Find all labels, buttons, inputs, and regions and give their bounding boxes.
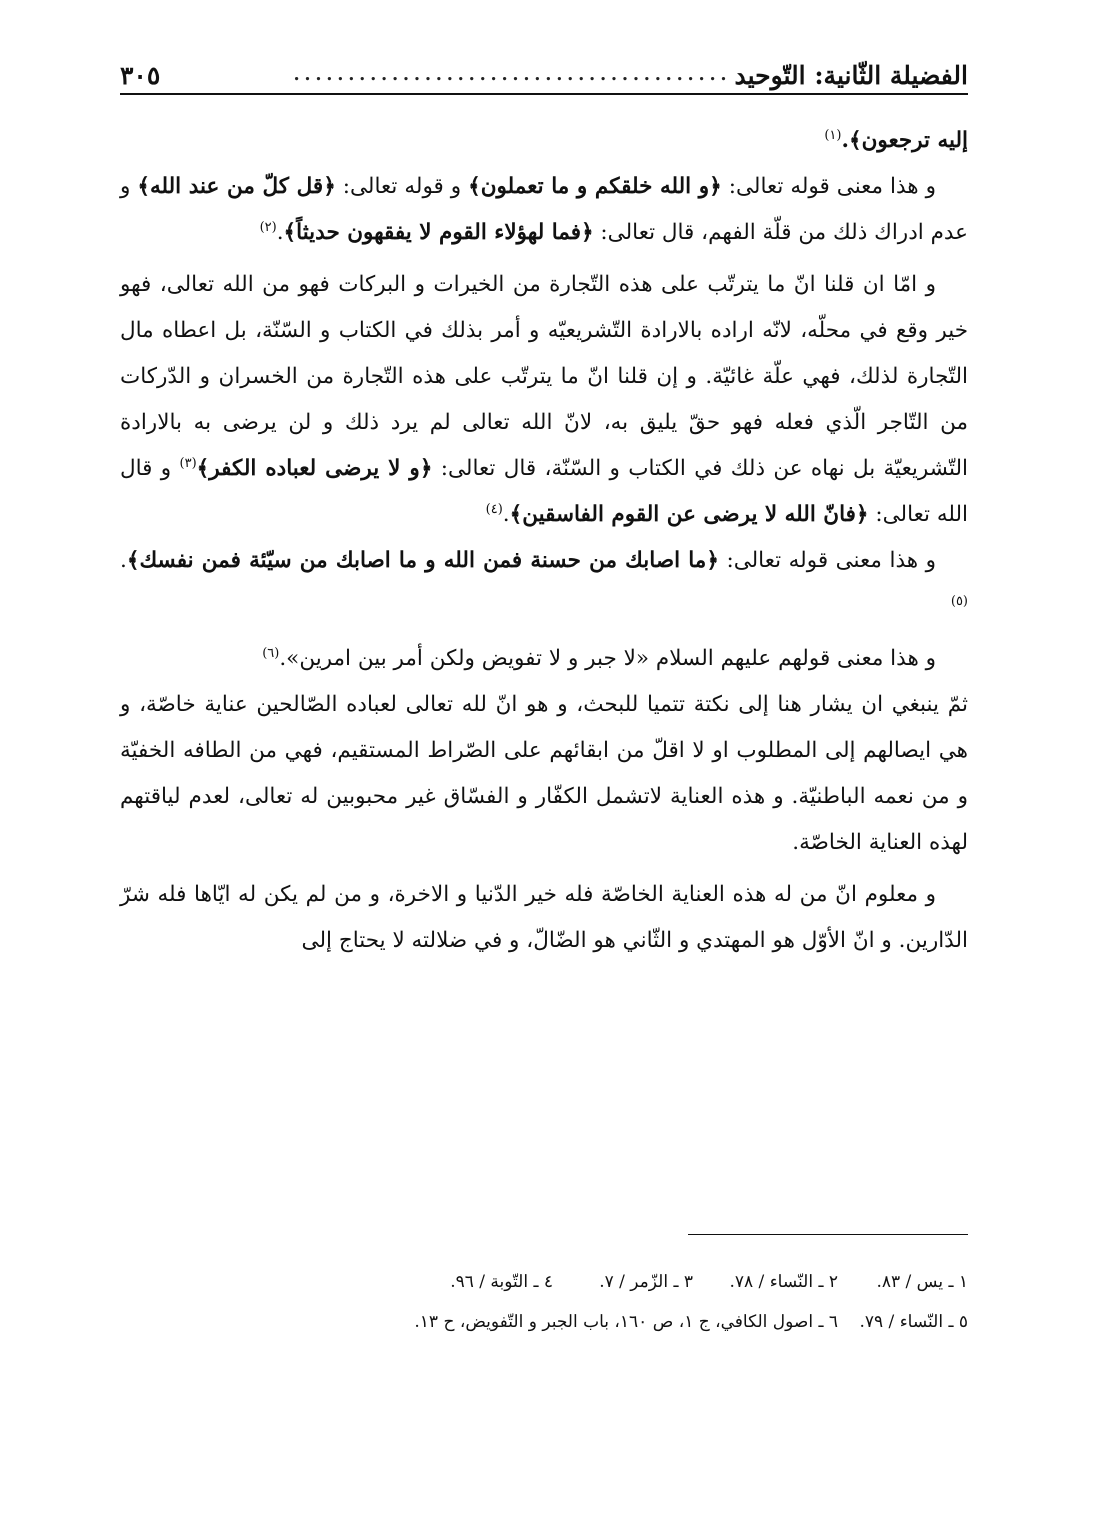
- text-run: و هذا معنى قوله تعالى:: [721, 174, 936, 199]
- paragraph-7: [120, 872, 968, 964]
- footnote-row: [120, 1302, 968, 1342]
- quran-verse: ﴿ما اصابك من حسنة فمن الله و ما اصابك من سيّئة فمن نفسك﴾: [126, 548, 719, 573]
- footnote-row: [120, 1262, 968, 1302]
- text-run: و امّا ان قلنا انّ ما يترتّب على هذه التّجارة من الخيرات و البركات فهو من الله تعالى، فهو خير وقع في محلّه، لانّه اراده بالارادة التّشريعيّه و أمر بذلك في الكتاب و السّنّة، بل اعطاه مال التّجارة لذلك، فهي علّة غائيّة. و إن قلنا انّ ما يترتّب على هذه التّجارة من الخسران و الدّركات من التّاجر الّذي فعله فهو حقّ يليق به، لانّ الله تعالى لم يرد ذلك و لن يرضى به بالارادة التّشريعيّة بل نهاه عن ذلك في الكتاب و السّنّة، قال تعالى:: [120, 272, 968, 481]
- quran-verse: ﴿فانّ الله لا يرضى عن القوم الفاسقين﴾: [509, 502, 869, 527]
- paragraph-6: [120, 682, 968, 866]
- text-run: و عدم ادراك ذلك من قلّة الفهم، قال تعالى:: [120, 174, 968, 245]
- text-run: ثمّ ينبغي ان يشار هنا إلى نكتة تتميا للبحث، و هو انّ لله تعالى لعباده الصّالحين عناية خاصّة، و هي ايصالهم إلى المطلوب او لا اقلّ من ابقائهم على الصّراط المستقيم، فهي من الطافه الخفيّة و من نعمه الباطنيّة. و هذه العناية لاتشمل الكفّار و الفسّاق غير محبوبين له تعالى، لعدم لياقتهم لهذه العناية الخاصّة.: [120, 692, 968, 855]
- text-run: .: [120, 548, 127, 573]
- footnote-2: ٢ ـ النّساء / ٧٨.: [729, 1272, 838, 1292]
- footnote-1: ١ ـ يس / ٨٣.: [876, 1272, 968, 1292]
- paragraph-3: [120, 262, 968, 538]
- running-header: [120, 40, 968, 90]
- text-run: و هذا معنى قوله تعالى:: [718, 548, 937, 573]
- main-text: [120, 118, 968, 964]
- text-run: .: [276, 220, 284, 245]
- footnote-3: ٣ ـ الزّمر / ٧.: [599, 1272, 693, 1292]
- footnote-4: ٤ ـ التّوبة / ٩٦.: [450, 1272, 553, 1292]
- footnote-ref: (٣): [179, 455, 197, 471]
- verse-bracket: ﴾.: [841, 128, 862, 153]
- footnote-ref: (١): [824, 127, 842, 143]
- footnote-ref: (٤): [485, 501, 503, 517]
- chapter-title: الفضيلة الثّانية: التّوحيد: [734, 61, 968, 90]
- quran-verse: ﴿فما لهؤلاء القوم لا يفقهون حديثاً﴾: [283, 220, 594, 245]
- paragraph-5: [120, 636, 968, 682]
- text-run: .: [502, 502, 510, 527]
- footnote-ref: (٥): [950, 593, 968, 609]
- paragraph-2: [120, 164, 968, 256]
- text-run: و هذا معنى قولهم عليهم السلام «لا جبر و لا تفويض ولكن أمر بين امرين».: [279, 646, 936, 671]
- paragraph-1: [120, 118, 968, 164]
- footnotes: [120, 1262, 968, 1342]
- footnote-6: ٦ ـ اصول الكافي، ج ١، ص ١٦٠، باب الجبر و التّفويض، ح ١٣.: [414, 1312, 838, 1332]
- paragraph-4: [120, 538, 968, 630]
- footnote-ref: (٢): [259, 219, 277, 235]
- text-run: و قال الله تعالى:: [120, 456, 968, 527]
- quran-verse: ﴿و لا يرضى لعباده الكفر﴾: [196, 456, 433, 481]
- text-run: و قوله تعالى:: [335, 174, 469, 199]
- page-number: ٣٠٥: [120, 61, 161, 90]
- leader-dots: ........................................: [292, 59, 731, 86]
- text-run: و معلوم انّ من له هذه العناية الخاصّة فله خير الدّنيا و الاخرة، و من لم يكن له ايّاها فله شرّ الدّارين. و انّ الأوّل هو المهتدي و الثّاني هو الضّالّ، و في ضلالته لا يحتاج إلى: [120, 882, 968, 953]
- quran-verse: ﴿و الله خلقكم و ما تعملون﴾: [468, 174, 722, 199]
- footnote-ref: (٦): [262, 645, 280, 661]
- quran-verse: ﴿قل كلّ من عند الله﴾: [137, 174, 336, 199]
- header-divider: [120, 93, 968, 95]
- footnote-5: ٥ ـ النّساء / ٧٩.: [859, 1312, 968, 1332]
- footnote-divider: [688, 1234, 968, 1235]
- quran-verse: إليه ترجعون: [861, 128, 968, 153]
